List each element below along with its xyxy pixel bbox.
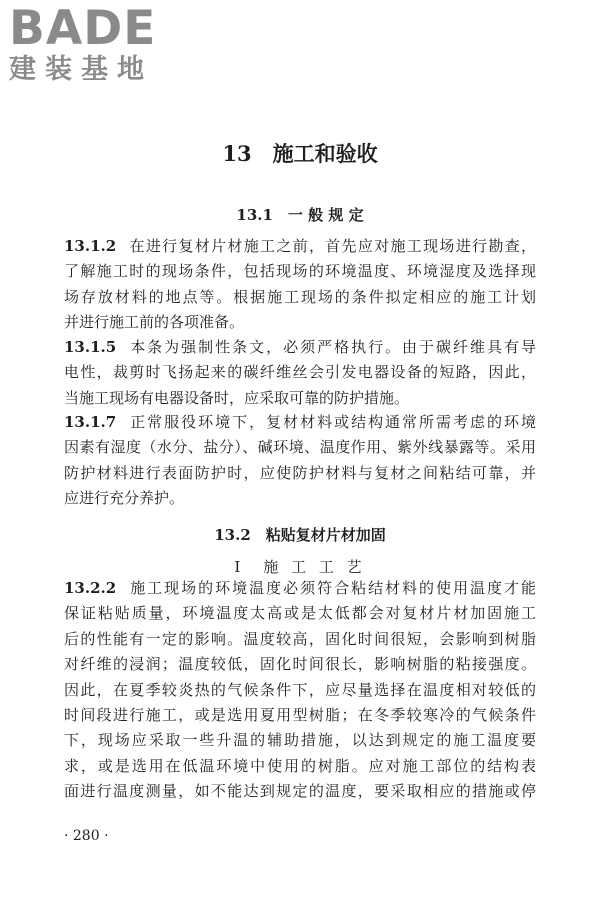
clause-number: 13.1.5 bbox=[64, 338, 117, 356]
clause-text: 在进行复材片材施工之前，首先应对施工现场进行勘查， bbox=[128, 237, 536, 255]
clause-line: 防护材料进行表面防护时，应使防护材料与复材之间粘结可靠，并 bbox=[64, 463, 536, 482]
clause-line bbox=[64, 410, 536, 435]
clause-13-1-2 bbox=[64, 234, 536, 336]
clause-13-1-7 bbox=[64, 410, 536, 512]
chapter-title: 13 施工和验收 bbox=[222, 141, 378, 166]
clause-line: 因此，在夏季较炎热的气候条件下，应尽量选择在温度相对较低的 bbox=[64, 680, 536, 699]
clause-line: 求，或是选用在低温环境中使用的树脂。应对施工部位的结构表 bbox=[64, 756, 536, 775]
clause-line bbox=[64, 335, 536, 360]
logo-text-cn: 建装基地 bbox=[9, 54, 153, 85]
clause-line: 电性，裁剪时飞扬起来的碳纤维丝会引发电器设备的短路，因此， bbox=[64, 363, 536, 382]
clause-line: 场存放材料的地点等。根据施工现场的条件拟定相应的施工计划 bbox=[64, 287, 536, 306]
clause-line: 时间段进行施工，或是选用夏用型树脂；在冬季较寒冷的气候条件 bbox=[64, 705, 536, 724]
clause-text: 本条为强制性条文，必须严格执行。由于碳纤维具有导 bbox=[128, 338, 536, 356]
subsection-title: Ⅰ 施 工 工 艺 bbox=[234, 558, 366, 576]
clause-line: 因素有湿度（水分、盐分）、碱环境、温度作用、紫外线暴露等。采用 bbox=[64, 438, 536, 457]
clause-number: 13.1.7 bbox=[64, 413, 117, 431]
clause-13-2-2 bbox=[64, 576, 536, 805]
bade-logo bbox=[9, 1, 174, 86]
clause-line: 面进行温度测量，如不能达到规定的温度，要采取相应的措施或停 bbox=[64, 782, 536, 801]
clause-line: 应进行充分养护。 bbox=[64, 489, 185, 508]
clause-13-1-5 bbox=[64, 335, 536, 411]
logo-text-en: BADE bbox=[9, 1, 157, 56]
clause-line: 后的性能有一定的影响。温度较高，固化时间很短，会影响到树脂 bbox=[64, 629, 536, 648]
clause-number: 13.2.2 bbox=[64, 579, 117, 597]
clause-line: 对纤维的浸润；温度较低，固化时间很长，影响树脂的粘接强度。 bbox=[64, 655, 536, 674]
clause-line bbox=[64, 234, 536, 259]
clause-line: 并进行施工前的各项准备。 bbox=[64, 313, 245, 332]
clause-text: 正常服役环境下，复材材料或结构通常所需考虑的环境 bbox=[128, 413, 536, 431]
clause-line bbox=[64, 576, 536, 601]
clause-line: 了解施工时的现场条件，包括现场的环境温度、环境湿度及选择现 bbox=[64, 262, 536, 281]
page-number: · 280 · bbox=[64, 828, 109, 844]
section-title: 13.2 粘贴复材片材加固 bbox=[214, 526, 386, 544]
clause-line: 下，现场应采取一些升温的辅助措施，以达到规定的施工温度要 bbox=[64, 731, 536, 750]
clause-text: 施工现场的环境温度必须符合粘结材料的使用温度才能 bbox=[128, 579, 536, 597]
clause-number: 13.1.2 bbox=[64, 237, 117, 255]
clause-line: 当施工现场有电器设备时，应采取可靠的防护措施。 bbox=[64, 388, 410, 407]
clause-line: 保证粘贴质量，环境温度太高或是太低都会对复材片材加固施工 bbox=[64, 604, 536, 623]
section-title: 13.1 一 般 规 定 bbox=[236, 206, 364, 224]
